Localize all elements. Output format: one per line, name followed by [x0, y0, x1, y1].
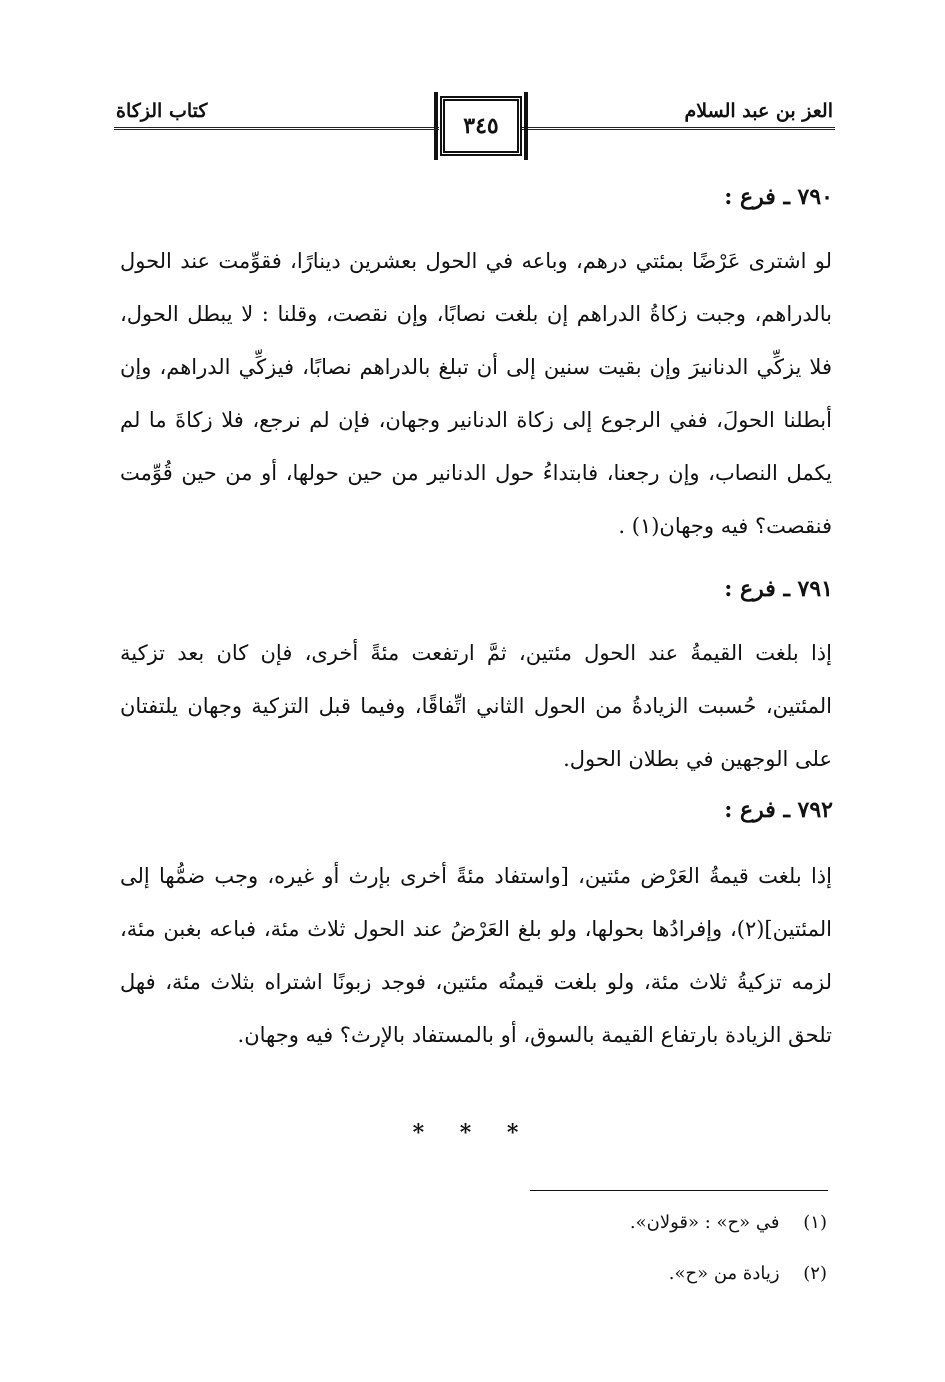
header-rule-left — [114, 127, 439, 130]
footnote-1 — [630, 1212, 827, 1233]
section-heading-790: ٧٩٠ ـ فرع : — [724, 184, 833, 210]
page-number-frame — [440, 96, 522, 156]
section-paragraph-791: إذا بلغت القيمةُ عند الحول مئتين، ثمَّ ارتفعت مئةً أخرى، فإن كان بعد تزكية المئتين، حُسبت الزيادةُ من الحول الثاني اتِّفاقًا، وفيما قبل التزكية وجهان يلتفتان على الوجهين في بطلان الحول. — [120, 641, 832, 771]
running-header-book: كتاب الزكاة — [116, 100, 208, 122]
section-heading-791: ٧٩١ ـ فرع : — [724, 576, 833, 602]
footnote-text: في «ح» : «قولان». — [629, 1212, 780, 1233]
footnote-number: (١) — [803, 1212, 827, 1233]
footnote-2 — [669, 1263, 827, 1284]
section-separator: * * * — [412, 1120, 533, 1146]
footnote-rule — [530, 1190, 828, 1191]
footnote-number: (٢) — [803, 1263, 827, 1284]
footnote-text: زيادة من «ح». — [668, 1263, 780, 1284]
section-paragraph-790: لو اشترى عَرْضًا بمئتي درهم، وباعه في الحول بعشرين دينارًا، فقوِّمت عند الحول بالدراهم، وجبت زكاةُ الدراهم إن بلغت نصابًا، وإن نقصت، وقلنا : لا يبطل الحول، فلا يزكِّي الدنانيرَ وإن بقيت سنين إلى أن تبلغ بالدراهم نصابًا، فيزكِّي الدراهم، وإن أبطلنا الحولَ، ففي الرجوع إلى زكاة الدنانير وجهان، فإن لم نرجع، فلا زكاةَ ما لم يكمل النصاب، وإن رجعنا، فابتداءُ حول الدنانير من حين حولها، أو من حين قُوِّمت فنقصت؟ فيه وجهان(١) . — [120, 249, 832, 538]
page-number: ٣٤٥ — [463, 113, 499, 139]
section-heading-792: ٧٩٢ ـ فرع : — [724, 797, 833, 823]
section-paragraph-792: إذا بلغت قيمةُ العَرْض مئتين، [واستفاد مئةً أخرى بإرث أو غيره، وجب ضمُّها إلى المئتين](٢)، وإفرادُها بحولها، ولو بلغ العَرْضُ عند الحول ثلاث مئة، فباعه بغبن مئة، لزمه تزكيةُ ثلاث مئة، ولو بلغت قيمتُه مئتين، فوجد زبونًا اشتراه بثلاث مئة، فهل تلحق الزيادة بارتفاع القيمة بالسوق، أو بالمستفاد بالإرث؟ فيه وجهان. — [120, 864, 832, 1047]
header-rule-right — [522, 127, 835, 130]
running-header-author: العز بن عبد السلام — [684, 100, 833, 122]
